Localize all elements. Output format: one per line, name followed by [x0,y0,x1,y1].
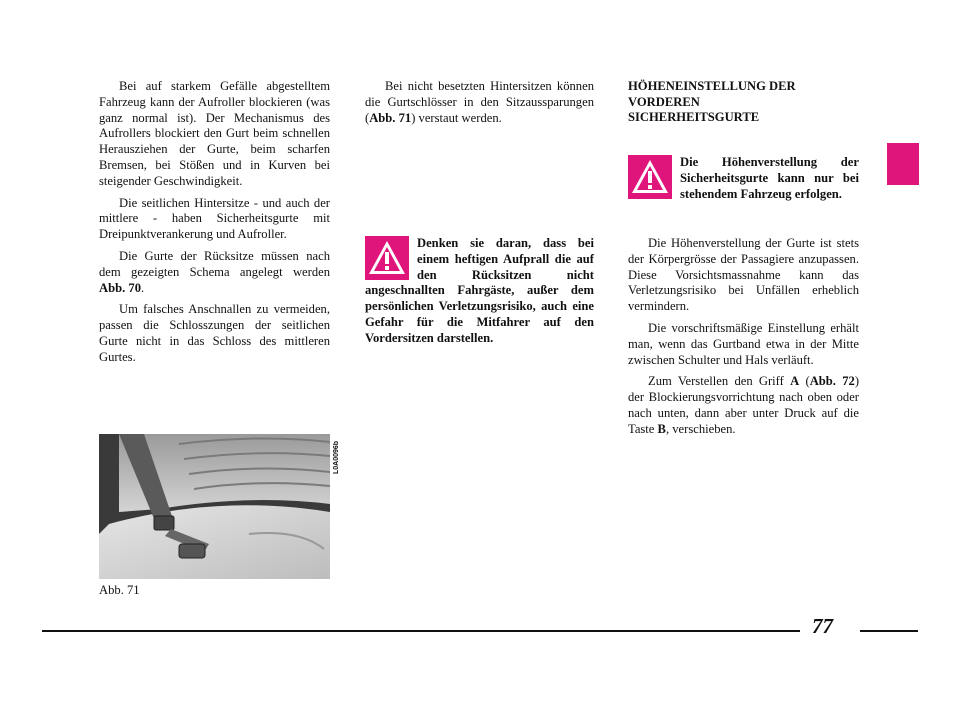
warning-text: Denken sie daran, dass bei einem heftigen Aufprall die auf den Rücksitzen nicht angeschnallten Fahrgäste, außer dem persönlichen Verletzungsrisiko, auch eine Gefahr für die Mitfahrer auf den Vordersitzen darstellen. [365,236,594,345]
text: , verschieben. [665,421,736,436]
figure-photo [99,434,330,579]
text: ( [799,374,810,389]
seat-belt-photo [99,434,330,579]
paragraph [365,79,594,126]
figure-caption: Abb. 71 [99,583,140,597]
section-heading: HÖHENEINSTELLUNG DER VORDEREN SICHERHEITSGURTE [628,79,796,125]
text: Zum Verstellen den Griff [648,374,791,389]
text: . [141,280,145,295]
text: Bei nicht besetzten Hintersitzen können die Gurtschlösser in den Sitzaussparungen ( [365,79,594,125]
figure-code: L0A0096b [333,440,340,474]
paragraph: Bei auf starkem Gefälle abgestelltem Fahrzeug kann der Aufroller blockieren (was ganz normal ist). Der Mechanismus des Aufrollers blockiert den Gurt beim schnellen Herausziehen der Gurte, beim scharfen Bremsen, bei Stößen und in Kurven bei steigender Geschwindigkeit. [99,79,330,188]
warning-block [365,236,594,347]
warning-triangle-icon [628,155,672,199]
figure-reference: Abb. 71 [369,110,412,125]
paragraph: Die Höhenverstellung der Gurte ist stets der Körpergrösse der Passagiere anzupassen. Diese Vorsichtsmassnahme kann das Verletzungsrisiko bei Unfällen erheblich vermindern. [628,236,859,314]
paragraph: Um falsches Anschnallen zu vermeiden, passen die Schlosszungen der seitlichen Gurte nicht in das Schloss des mittleren Gurtes. [99,302,330,364]
warning-block [628,155,859,202]
warning-triangle-icon [365,236,409,280]
label-a: A [790,374,800,389]
column-1 [99,79,330,372]
column-3 [628,79,859,126]
warning-text: Die Höhenverstellung der Sicherheitsgurte kann nur bei stehendem Fahrzeug erfolgen. [680,155,859,201]
paragraph: Die vorschriftsmäßige Einstellung erhält man, wenn das Gurtband etwa in der Mitte zwischen Schulter und Hals verläuft. [628,320,859,367]
label-b: B [657,421,666,436]
page-number: 77 [812,614,833,638]
column-2 [365,79,594,132]
paragraph [99,249,330,296]
text: ) verstaut werden. [411,110,502,125]
figure-reference: Abb. 70 [99,280,141,295]
paragraph [628,374,859,437]
paragraph: Die seitlichen Hintersitze - und auch der mittlere - haben Sicherheitsgurte mit Dreipunktverankerung und Aufroller. [99,195,330,242]
text: Die Gurte der Rücksitze müssen nach dem gezeigten Schema angelegt werden [99,248,330,279]
footer-rule [860,630,918,632]
footer-rule [42,630,800,632]
figure-reference: Abb. 72 [809,374,855,389]
text: ) der Blockierungsvorrichtung nach oben oder nach unten, dann aber unter Druck auf die Taste [628,374,860,436]
column-3-body [628,236,859,444]
chapter-tab [887,143,919,185]
